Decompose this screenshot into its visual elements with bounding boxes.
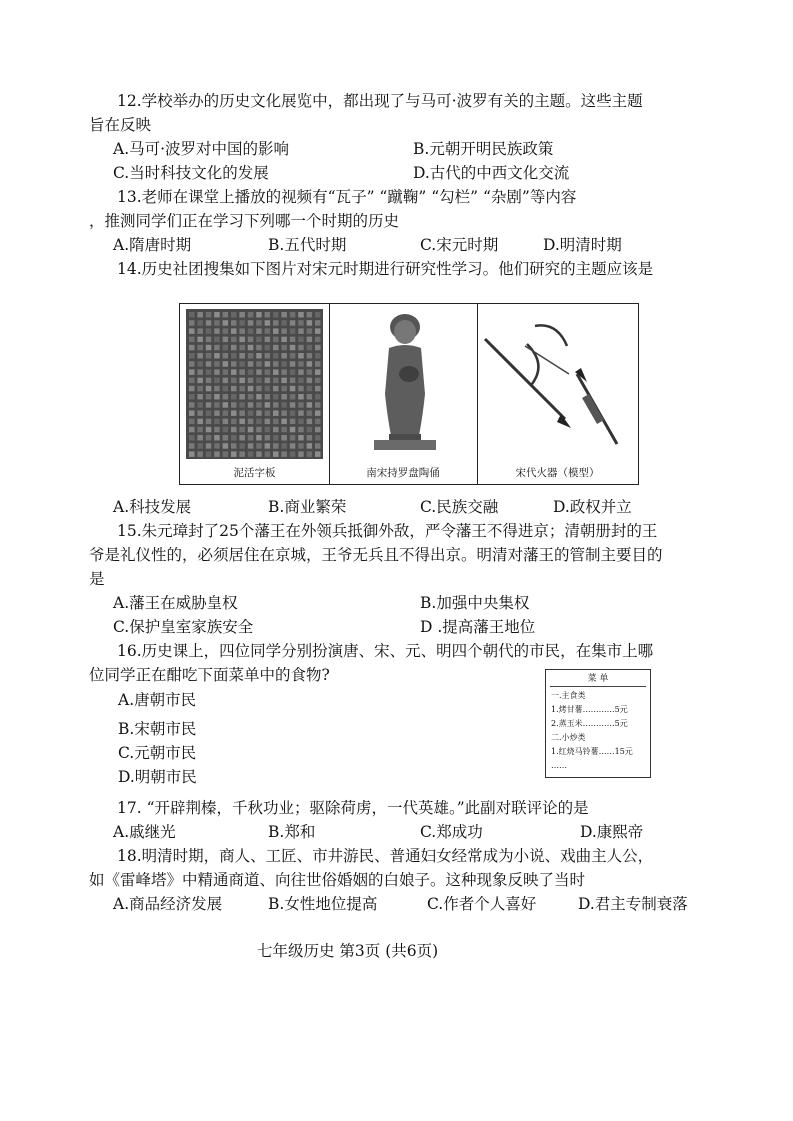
q12-option-d: D.古代的中西文化交流 <box>413 164 570 182</box>
q16-option-c: C.元朝市民 <box>118 744 197 762</box>
caption-fire-weapons: 宋代火器（模型） <box>515 467 600 479</box>
q15-stem-line2: 爷是礼仪性的，必须居住在京城，王爷无兵且不得出京。明清对藩王的管制主要目的 <box>89 546 663 564</box>
q16-option-d: D.明朝市民 <box>118 768 197 786</box>
menu-title: 菜 单 <box>587 674 609 684</box>
q13-option-c: C.宋元时期 <box>420 236 499 254</box>
q18-option-c: C.作者个人喜好 <box>427 895 537 913</box>
q17-option-c: C.郑成功 <box>420 823 483 841</box>
menu-line-3: 2.蒸玉米…………5元 <box>551 719 628 728</box>
q17-option-a: A.戚继光 <box>113 823 176 841</box>
q17-option-b: B.郑和 <box>268 823 316 841</box>
menu-line-2: 1.烤甘薯…………5元 <box>551 705 628 714</box>
page-footer: 七年级历史 第3页 (共6页) <box>257 942 439 960</box>
caption-figurine: 南宋持罗盘陶俑 <box>366 467 440 479</box>
q12-stem-line2: 旨在反映 <box>89 116 152 134</box>
movable-type-image <box>180 304 330 484</box>
fire-weapons-image <box>477 304 638 484</box>
q14-figure-panel <box>179 303 639 485</box>
menu-line-4: 二.小炒类 <box>551 733 586 742</box>
q13-option-d: D.明清时期 <box>543 236 622 254</box>
q15-option-d: D .提高藩王地位 <box>420 618 536 636</box>
q16-stem-line1: 16.历史课上，四位同学分别扮演唐、宋、元、明四个朝代的市民，在集市上哪 <box>117 642 654 660</box>
menu-line-5: 1.红烧马铃薯……15元 <box>551 747 633 756</box>
q16-option-a: A.唐朝市民 <box>118 691 197 709</box>
menu-card <box>545 669 651 778</box>
q12-stem-line1: 12.学校举办的历史文化展览中，都出现了与马可·波罗有关的主题。这些主题 <box>117 92 643 110</box>
q15-option-c: C.保护皇室家族安全 <box>113 618 254 636</box>
q13-stem-line2: ，推测同学们正在学习下列哪一个时期的历史 <box>89 212 400 230</box>
q13-option-a: A.隋唐时期 <box>113 236 192 254</box>
q15-stem-line3: 是 <box>89 570 105 588</box>
figurine-image <box>329 304 478 484</box>
menu-line-1: 一.主食类 <box>551 691 586 700</box>
q15-stem-line1: 15.朱元璋封了25个藩王在外领兵抵御外敌，严令藩王不得进京；清朝册封的王 <box>117 522 658 540</box>
q17-stem-line1: 17. “开辟荆榛，千秋功业；驱除荷虏，一代英雄。”此副对联评论的是 <box>117 799 589 817</box>
q13-stem-line1: 13.老师在课堂上播放的视频有“瓦子” “蹴鞠” “勾栏” “杂剧”等内容 <box>117 188 577 206</box>
q13-option-b: B.五代时期 <box>268 236 347 254</box>
q12-option-a: A.马可·波罗对中国的影响 <box>113 140 290 158</box>
q14-option-b: B.商业繁荣 <box>268 498 347 516</box>
q14-option-d: D.政权并立 <box>553 498 632 516</box>
q14-stem-line1: 14.历史社团搜集如下图片对宋元时期进行研究性学习。他们研究的主题应该是 <box>117 260 654 278</box>
q18-option-a: A.商品经济发展 <box>113 895 223 913</box>
caption-movable-type: 泥活字板 <box>233 467 276 479</box>
menu-line-6: …… <box>551 761 567 770</box>
q18-option-d: D.君主专制衰落 <box>578 895 688 913</box>
q14-option-c: C.民族交融 <box>420 498 499 516</box>
q18-stem-line1: 18.明清时期，商人、工匠、市井游民、普通妇女经常成为小说、戏曲主人公， <box>117 847 654 865</box>
q18-stem-line2: 如《雷峰塔》中精通商道、向往世俗婚姻的白娘子。这种现象反映了当时 <box>89 871 586 889</box>
q15-option-a: A.藩王在威胁皇权 <box>113 594 238 612</box>
q15-option-b: B.加强中央集权 <box>420 594 530 612</box>
q16-option-b: B.宋朝市民 <box>118 720 197 738</box>
q12-option-b: B.元朝开明民族政策 <box>413 140 554 158</box>
q14-option-a: A.科技发展 <box>113 498 192 516</box>
q16-stem-line2: 位同学正在酣吃下面菜单中的食物? <box>89 666 330 684</box>
menu-divider <box>550 686 646 687</box>
q18-option-b: B.女性地位提高 <box>268 895 378 913</box>
q12-option-c: C.当时科技文化的发展 <box>113 164 269 182</box>
q17-option-d: D.康熙帝 <box>580 823 644 841</box>
